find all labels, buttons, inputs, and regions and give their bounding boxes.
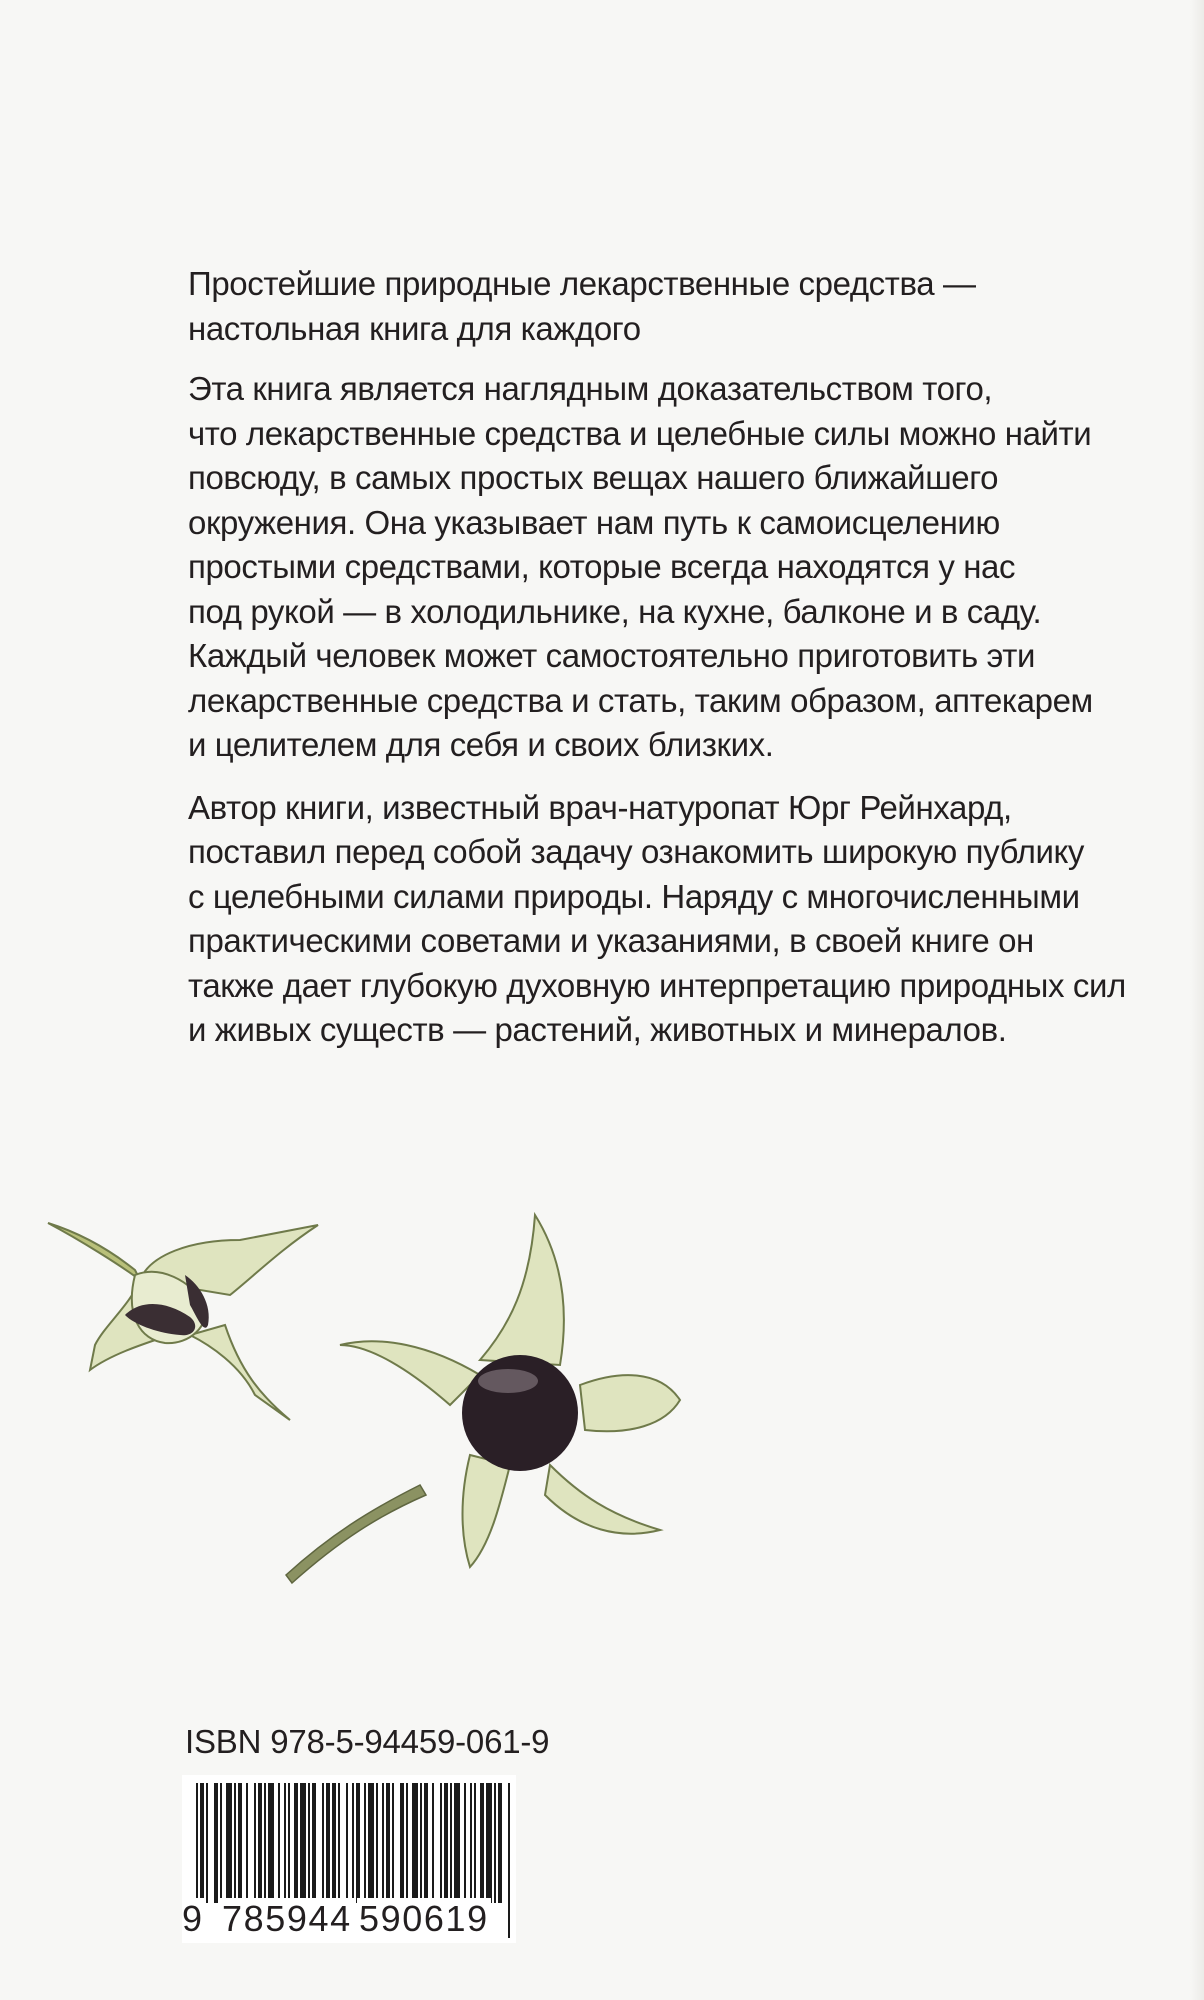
barcode-bar [214,1783,218,1903]
description-paragraph-2 [188,786,1126,1053]
barcode-bar [312,1783,316,1903]
paragraph-line: простыми средствами, которые всегда находятся у нас [188,548,1016,585]
barcode-bar [474,1783,476,1903]
barcode-bar [480,1783,484,1903]
barcode-bar [412,1783,418,1903]
paragraph-line: поставил перед собой задачу ознакомить широкую публику [188,833,1084,870]
barcode-bar [508,1783,510,1938]
barcode-bar [234,1783,236,1903]
barcode-bar [326,1783,330,1903]
paragraph-line: Эта книга является наглядным доказательством того, [188,370,993,407]
barcode-bar [238,1783,242,1903]
barcode-bar [278,1783,280,1903]
barcode-bar [432,1783,434,1903]
barcode-digit-first: 9 [182,1898,204,1939]
barcode-bar [424,1783,428,1903]
paragraph-line: повсюду, в самых простых вещах нашего ближайшего [188,459,999,496]
paragraph-line: что лекарственные средства и целебные силы можно найти [188,414,1092,452]
barcode-bar [226,1783,232,1903]
belladonna-berry-illustration-icon [40,1195,700,1605]
paragraph-line: под рукой — в холодильнике, на кухне, балконе и в саду. [188,592,1042,630]
paragraph-line: окружения. Она указывает нам путь к самоисцелению [188,503,1000,541]
barcode-bar [494,1783,496,1903]
barcode-bar [444,1783,448,1903]
barcode-bar [440,1783,442,1903]
barcode-digits-left: 785944 [222,1898,352,1939]
right-flower-stem [286,1485,426,1583]
barcode-bar [368,1783,374,1903]
barcode-bar [420,1783,422,1903]
barcode-bar [322,1783,324,1903]
paragraph-line: с целебными силами природы. Наряду с многочисленными [188,877,1080,915]
paragraph-line: и живых существ — растений, животных и минералов. [188,1011,1007,1048]
barcode-bar [308,1783,310,1903]
barcode-bar [284,1783,286,1903]
barcode-bar [392,1783,394,1903]
cover-edge-shading [1190,0,1204,2000]
barcode-bar [486,1783,492,1903]
paragraph-line: лекарственные средства и стать, таким образом, аптекарем [188,681,1093,719]
cover-text-block [188,262,1126,1071]
barcode-bar [338,1783,340,1903]
barcode-bar [220,1783,222,1903]
barcode-bar [300,1783,306,1903]
barcode-digits-right: 590619 [359,1898,489,1939]
paragraph-line: также дает глубокую духовную интерпретацию природных сил [188,966,1126,1004]
barcode-bar [498,1783,502,1903]
barcode-bar [206,1783,208,1903]
barcode-bar [470,1783,472,1903]
barcode-bar [454,1783,460,1903]
barcode-bar [406,1783,408,1903]
barcode-bar [246,1783,248,1903]
barcode-bar [288,1783,290,1903]
isbn-label: ISBN 978-5-94459-061-9 [185,1723,550,1760]
paragraph-line: практическими советами и указаниями, в своей книге он [188,922,1034,959]
barcode-bar [382,1783,384,1903]
barcode-bar [386,1783,390,1903]
paragraph-line: Каждый человек может самостоятельно приготовить эти [188,637,1036,674]
barcode-bar [254,1783,256,1903]
barcode-bar [294,1783,298,1903]
description-paragraph-1 [188,367,1093,768]
barcode-bar [332,1783,336,1903]
barcode-bar [450,1783,452,1903]
barcode-bar [356,1783,360,1903]
barcode-bar [376,1783,378,1903]
barcode-bar [258,1783,262,1903]
right-flower-berry [462,1355,578,1471]
barcode-bar [364,1783,366,1903]
barcode-bar [464,1783,466,1903]
headline-line: Простейшие природные лекарственные средства — [188,265,976,302]
barcode-bar [400,1783,404,1903]
barcode-bar [264,1783,266,1903]
paragraph-line: и целителем для себя и своих близких. [188,726,774,763]
headline-line: настольная книга для каждого [188,309,641,347]
paragraph-line: Автор книги, известный врач-натуропат Юрг Рейнхард, [188,788,1012,826]
barcode-bar [268,1783,274,1903]
cover-headline [188,262,1088,351]
